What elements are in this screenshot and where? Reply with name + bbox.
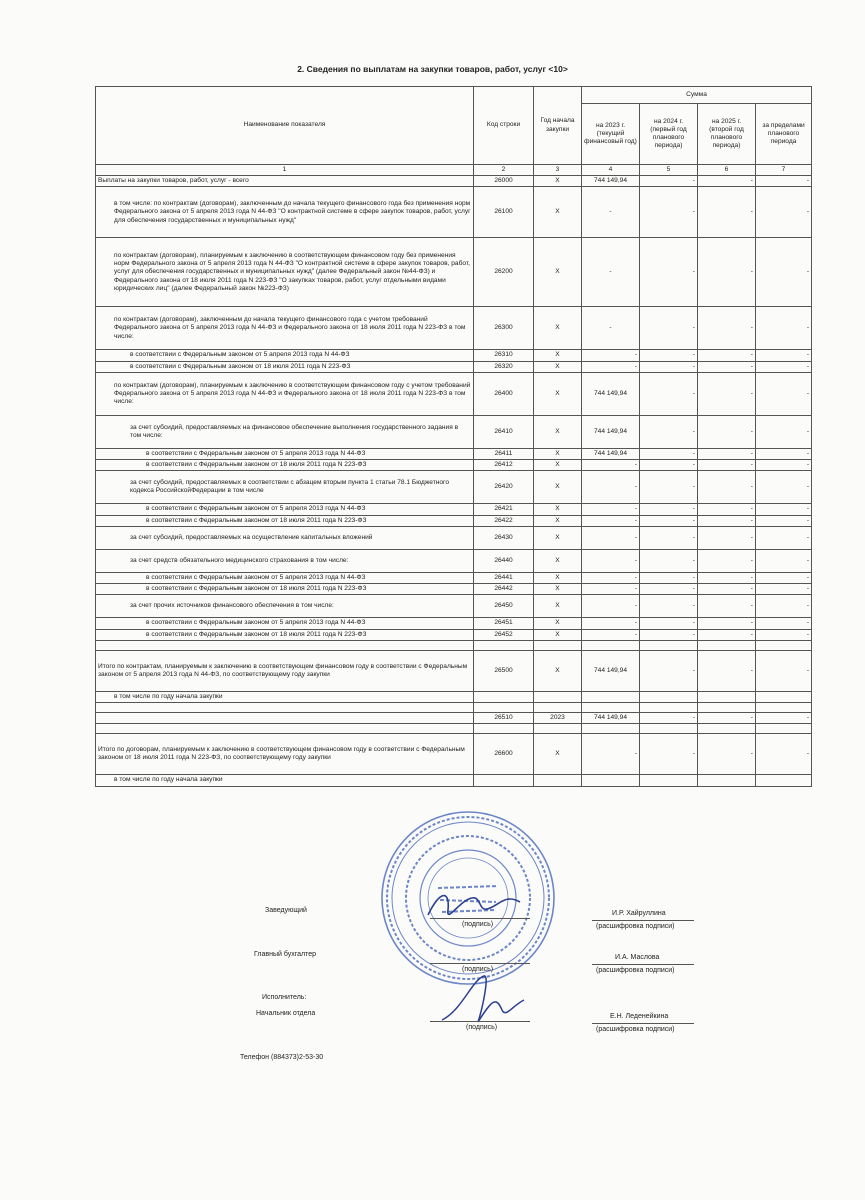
row-value-beyond: - [756, 460, 812, 471]
table-row [96, 734, 812, 775]
table-row [96, 448, 812, 459]
row-value-2025: - [698, 415, 756, 448]
row-value-2025: - [698, 734, 756, 775]
row-code: 26100 [474, 187, 534, 238]
row-value-beyond: - [756, 238, 812, 307]
table-row [96, 238, 812, 307]
row-value-2023: - [582, 238, 640, 307]
row-value-beyond: - [756, 372, 812, 415]
row-value-2025: - [698, 515, 756, 526]
row-year: X [534, 460, 582, 471]
table-row [96, 650, 812, 691]
row-value-beyond [756, 691, 812, 702]
header-num: 4 [582, 165, 640, 176]
header-2023: на 2023 г. (текущий финансовый год) [582, 104, 640, 165]
row-code: 26000 [474, 176, 534, 187]
row-value-2025: - [698, 572, 756, 583]
table-row [96, 595, 812, 618]
row-code: 26400 [474, 372, 534, 415]
row-value-2025: - [698, 176, 756, 187]
row-name: по контрактам (договорам), заключенным до начала текущего финансового года с учетом требований Федерального закона от 5 апреля 2013 года N 44-ФЗ и Федерального закона от 18 июля 2011 года N 223-ФЗ в том числе: [96, 307, 474, 350]
header-num: 3 [534, 165, 582, 176]
row-name: за счет субсидий, предоставляемых на финансовое обеспечение выполнения государственного задания в том числе: [96, 415, 474, 448]
row-value-2025: - [698, 372, 756, 415]
header-name: Наименование показателя [96, 87, 474, 165]
header-num: 2 [474, 165, 534, 176]
row-value-beyond: - [756, 584, 812, 595]
payments-table [95, 86, 812, 787]
row-value-beyond: - [756, 350, 812, 361]
row-code: 26450 [474, 595, 534, 618]
row-value-2023: 744 149,94 [582, 415, 640, 448]
row-value-2023: - [582, 584, 640, 595]
row-value-2023: - [582, 504, 640, 515]
row-value-2025: - [698, 361, 756, 372]
row-year: X [534, 734, 582, 775]
row-value-beyond: - [756, 650, 812, 691]
row-value-beyond: - [756, 595, 812, 618]
row-value-2025: - [698, 448, 756, 459]
executor-title: Начальник отдела [256, 1010, 316, 1017]
row-value-beyond: - [756, 572, 812, 583]
table-row [96, 176, 812, 187]
row-name: за счет субсидий, предоставляемых в соответствии с абзацем вторым пункта 1 статьи 78.1 Бюджетного кодекса РоссийскойФедерации в том числе [96, 471, 474, 504]
executor-label: Исполнитель: [262, 994, 307, 1001]
row-value-beyond: - [756, 187, 812, 238]
row-value-2023: - [582, 471, 640, 504]
table-row [96, 515, 812, 526]
table-row [96, 361, 812, 372]
row-value-2025: - [698, 350, 756, 361]
table-row [96, 372, 812, 415]
row-value-2023: - [582, 307, 640, 350]
spacer-row [96, 703, 812, 713]
row-code: 26200 [474, 238, 534, 307]
row-value-beyond: - [756, 713, 812, 724]
row-value-2024: - [640, 415, 698, 448]
row-value-2023: - [582, 361, 640, 372]
row-value-beyond: - [756, 629, 812, 640]
row-year: X [534, 595, 582, 618]
row-code: 26300 [474, 307, 534, 350]
row-value-2023: - [582, 526, 640, 549]
row-value-beyond: - [756, 415, 812, 448]
row-value-2023: - [582, 549, 640, 572]
row-name: в том числе по году начала закупки [96, 691, 474, 702]
table-row [96, 629, 812, 640]
row-value-2024: - [640, 471, 698, 504]
row-value-beyond: - [756, 515, 812, 526]
row-value-beyond: - [756, 526, 812, 549]
row-year: 2023 [534, 713, 582, 724]
row-name: за счет средств обязательного медицинского страхования в том числе: [96, 549, 474, 572]
row-value-2024: - [640, 372, 698, 415]
row-year: X [534, 372, 582, 415]
row-name: в соответствии с Федеральным законом от 18 июля 2011 года N 223-ФЗ [96, 584, 474, 595]
row-value-beyond: - [756, 361, 812, 372]
row-code: 26500 [474, 650, 534, 691]
row-code: 26452 [474, 629, 534, 640]
row-value-2025: - [698, 307, 756, 350]
table-row [96, 460, 812, 471]
row-year: X [534, 350, 582, 361]
row-value-beyond: - [756, 504, 812, 515]
row-value-2024: - [640, 187, 698, 238]
head-title: Заведующий [265, 907, 307, 914]
head-decode-caption: (расшифровка подписи) [596, 923, 675, 930]
table-row [96, 415, 812, 448]
row-value-2023: - [582, 460, 640, 471]
phone-number: Телефон (884373)2-53-30 [240, 1054, 324, 1061]
row-name: в соответствии с Федеральным законом от 5 апреля 2013 года N 44-ФЗ [96, 572, 474, 583]
row-name: Итого по договорам, планируемым к заключению в соответствующем финансовом году в соответствии с Федеральным законом от 18 июля 2011 года N 223-ФЗ, по соответствующему году закупки [96, 734, 474, 775]
accountant-name: И.А. Маслова [615, 954, 660, 961]
table-row [96, 504, 812, 515]
row-value-beyond: - [756, 307, 812, 350]
row-name: за счет субсидий, предоставляемых на осуществление капитальных вложений [96, 526, 474, 549]
row-name: в соответствии с Федеральным законом от 18 июля 2011 года N 223-ФЗ [96, 629, 474, 640]
row-name: в соответствии с Федеральным законом от 18 июля 2011 года N 223-ФЗ [96, 361, 474, 372]
row-value-2023: 744 149,94 [582, 176, 640, 187]
table-row [96, 775, 812, 786]
row-value-2024: - [640, 361, 698, 372]
table-row [96, 187, 812, 238]
head-signature-caption: (подпись) [462, 921, 494, 928]
header-numbers-row [96, 165, 812, 176]
executor-decode-caption: (расшифровка подписи) [596, 1026, 675, 1033]
row-value-2025: - [698, 549, 756, 572]
row-value-2025: - [698, 504, 756, 515]
row-code: 26422 [474, 515, 534, 526]
table-row [96, 526, 812, 549]
row-value-2023: - [582, 595, 640, 618]
row-year: X [534, 629, 582, 640]
row-value-2023: 744 149,94 [582, 650, 640, 691]
row-value-2023: 744 149,94 [582, 713, 640, 724]
table-row [96, 350, 812, 361]
row-value-2023: - [582, 734, 640, 775]
row-value-2024: - [640, 307, 698, 350]
header-beyond: за пределами планового периода [756, 104, 812, 165]
executor-signature-caption: (подпись) [466, 1024, 498, 1031]
row-value-2025: - [698, 629, 756, 640]
row-value-2024: - [640, 572, 698, 583]
row-value-2023: - [582, 618, 640, 629]
table-row [96, 584, 812, 595]
accountant-decode-caption: (расшифровка подписи) [596, 967, 675, 974]
spacer-row [96, 724, 812, 734]
table-row [96, 471, 812, 504]
row-value-beyond: - [756, 618, 812, 629]
row-value-2025: - [698, 618, 756, 629]
row-name [96, 713, 474, 724]
header-num: 6 [698, 165, 756, 176]
row-value-2023: - [582, 350, 640, 361]
header-num: 5 [640, 165, 698, 176]
row-name: по контрактам (договорам), планируемым к заключению в соответствующем финансовом году без применения норм Федерального закона от 5 апреля 2013 года N 44-ФЗ "О контрактной системе в сфере закупок товаров, работ, услуг для обеспечения государственных и муниципальных нужд" (далее Федеральный закон №44-ФЗ) и Федерального закона от 18 июля 2011 года N 223-ФЗ "О закупках товаров, работ, услуг отдельными видами юридических лиц" (далее Федеральный закон №223-ФЗ) [96, 238, 474, 307]
row-year [534, 691, 582, 702]
accountant-title: Главный бухгалтер [254, 951, 316, 958]
row-code: 26310 [474, 350, 534, 361]
header-row-1 [96, 87, 812, 104]
row-name: за счет прочих источников финансового обеспечения в том числе: [96, 595, 474, 618]
row-code: 26420 [474, 471, 534, 504]
row-code: 26440 [474, 549, 534, 572]
row-year [534, 775, 582, 786]
row-name: в соответствии с Федеральным законом от 5 апреля 2013 года N 44-ФЗ [96, 350, 474, 361]
row-name: в том числе: по контрактам (договорам), заключенным до начала текущего финансового года без применения норм Федерального закона от 5 апреля 2013 года N 44-ФЗ "О контрактной системе в сфере закупок товаров, работ, услуг для обеспечения государственных и муниципальных нужд" [96, 187, 474, 238]
row-code: 26410 [474, 415, 534, 448]
row-value-2024: - [640, 526, 698, 549]
row-value-2025 [698, 775, 756, 786]
row-year: X [534, 187, 582, 238]
row-value-2025: - [698, 650, 756, 691]
row-year: X [534, 307, 582, 350]
row-value-2024 [640, 775, 698, 786]
row-code: 26430 [474, 526, 534, 549]
row-value-2024: - [640, 595, 698, 618]
row-year: X [534, 618, 582, 629]
row-value-2024: - [640, 504, 698, 515]
table-row [96, 307, 812, 350]
row-value-beyond: - [756, 734, 812, 775]
row-value-2025: - [698, 526, 756, 549]
row-value-beyond: - [756, 471, 812, 504]
header-2024: на 2024 г. (первый год планового периода) [640, 104, 698, 165]
row-value-2024: - [640, 515, 698, 526]
row-value-2024: - [640, 448, 698, 459]
row-year: X [534, 448, 582, 459]
row-name: в соответствии с Федеральным законом от 5 апреля 2013 года N 44-ФЗ [96, 618, 474, 629]
row-value-2024: - [640, 618, 698, 629]
row-code: 26442 [474, 584, 534, 595]
header-num: 1 [96, 165, 474, 176]
row-code: 26411 [474, 448, 534, 459]
row-code: 26451 [474, 618, 534, 629]
section-title: 2. Сведения по выплатам на закупки товаров, работ, услуг <10> [297, 64, 568, 74]
row-value-2024: - [640, 713, 698, 724]
row-code: 26320 [474, 361, 534, 372]
row-code: 26600 [474, 734, 534, 775]
row-value-2023 [582, 691, 640, 702]
accountant-signature-caption: (подпись) [462, 966, 494, 973]
row-code: 26510 [474, 713, 534, 724]
row-year: X [534, 415, 582, 448]
row-value-2023 [582, 775, 640, 786]
row-name: в соответствии с Федеральным законом от 18 июля 2011 года N 223-ФЗ [96, 515, 474, 526]
header-year: Год начала закупки [534, 87, 582, 165]
row-name: Итого по контрактам, планируемым к заключению в соответствующем финансовом году в соответствии с Федеральным законом от 5 апреля 2013 года N 44-ФЗ, по соответствующему году закупки [96, 650, 474, 691]
row-value-beyond: - [756, 176, 812, 187]
row-value-2024 [640, 691, 698, 702]
row-year: X [534, 515, 582, 526]
row-year: X [534, 471, 582, 504]
table-row [96, 549, 812, 572]
row-code: 26412 [474, 460, 534, 471]
row-value-2025: - [698, 713, 756, 724]
row-value-2024: - [640, 650, 698, 691]
row-value-2024: - [640, 734, 698, 775]
executor-name: Е.Н. Леденейкина [610, 1013, 669, 1020]
row-value-beyond: - [756, 549, 812, 572]
row-year: X [534, 650, 582, 691]
row-value-2024: - [640, 549, 698, 572]
row-year: X [534, 572, 582, 583]
row-value-2023: 744 149,94 [582, 372, 640, 415]
row-value-2023: - [582, 187, 640, 238]
row-name: в том числе по году начала закупки [96, 775, 474, 786]
row-code: 26421 [474, 504, 534, 515]
row-value-2024: - [640, 176, 698, 187]
header-sum: Сумма [582, 87, 812, 104]
row-value-2025: - [698, 460, 756, 471]
table-row [96, 691, 812, 702]
row-value-2025: - [698, 584, 756, 595]
row-code [474, 775, 534, 786]
row-code [474, 691, 534, 702]
row-value-2023: - [582, 629, 640, 640]
row-value-2024: - [640, 350, 698, 361]
row-value-2024: - [640, 629, 698, 640]
row-value-beyond [756, 775, 812, 786]
row-value-2024: - [640, 460, 698, 471]
table-row [96, 713, 812, 724]
spacer-row [96, 640, 812, 650]
row-value-2025: - [698, 471, 756, 504]
row-name: в соответствии с Федеральным законом от 5 апреля 2013 года N 44-ФЗ [96, 504, 474, 515]
head-name: И.Р. Хайруллина [612, 910, 666, 917]
row-value-2023: - [582, 515, 640, 526]
row-value-beyond: - [756, 448, 812, 459]
row-year: X [534, 238, 582, 307]
row-value-2025: - [698, 595, 756, 618]
row-year: X [534, 176, 582, 187]
table-row [96, 572, 812, 583]
row-year: X [534, 504, 582, 515]
row-year: X [534, 584, 582, 595]
row-year: X [534, 526, 582, 549]
row-value-2024: - [640, 238, 698, 307]
header-num: 7 [756, 165, 812, 176]
row-value-2023: - [582, 572, 640, 583]
row-name: по контрактам (договорам), планируемым к заключению в соответствующем финансовом году с учетом требований Федерального закона от 5 апреля 2013 года N 44-ФЗ и Федерального закона от 18 июля 2011 года N 223-ФЗ в том числе: [96, 372, 474, 415]
row-value-2024: - [640, 584, 698, 595]
row-value-2023: 744 149,94 [582, 448, 640, 459]
row-name: в соответствии с Федеральным законом от 5 апреля 2013 года N 44-ФЗ [96, 448, 474, 459]
row-name: Выплаты на закупки товаров, работ, услуг - всего [96, 176, 474, 187]
row-year: X [534, 361, 582, 372]
table-row [96, 618, 812, 629]
row-name: в соответствии с Федеральным законом от 18 июля 2011 года N 223-ФЗ [96, 460, 474, 471]
row-value-2025 [698, 691, 756, 702]
row-code: 26441 [474, 572, 534, 583]
row-value-2025: - [698, 238, 756, 307]
row-year: X [534, 549, 582, 572]
header-code: Код строки [474, 87, 534, 165]
row-value-2025: - [698, 187, 756, 238]
header-2025: на 2025 г. (второй год планового периода) [698, 104, 756, 165]
